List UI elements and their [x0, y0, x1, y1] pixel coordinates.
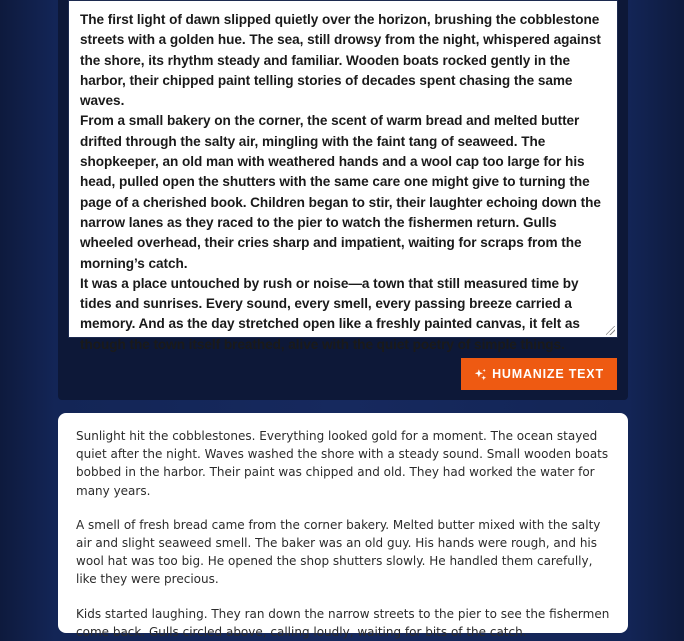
input-paragraph-3: It was a place untouched by rush or noise—a town that still measured time by tides and sunrises. Every sound, every smell, every passing breeze carried a memory. And as the day stretched open like a freshly painted canvas, it felt as though the town itself breathed, alive with the quiet poetry of simple things. [80, 275, 580, 352]
resize-handle-icon[interactable] [606, 326, 615, 335]
input-textarea[interactable] [68, 0, 618, 352]
output-paragraph-1: Sunlight hit the cobblestones. Everything looked gold for a moment. The ocean stayed quiet after the night. Waves washed the shore with a steady sound. Small wooden boats bobbed in the harbor. Their paint was chipped and old. They had worked the water for many years. [76, 429, 609, 498]
humanize-button-label: HUMANIZE TEXT [492, 367, 604, 381]
humanize-text-button[interactable] [461, 358, 617, 390]
input-paragraph-1: The first light of dawn slipped quietly over the horizon, brushing the cobblestone streets with a golden hue. The sea, still drowsy from the night, whispered against the shore, its rhythm steady and familiar. Wooden boats rocked gently in the harbor, their chipped paint telling stories of decades spent chasing the same waves. [80, 12, 601, 109]
output-paragraph-2: A smell of fresh bread came from the corner bakery. Melted butter mixed with the salty air and slight seaweed smell. The baker was an old guy. His hands were rough, and his wool hat was too big. He opened the shop shutters slowly. He handled them carefully, like they were precious. [76, 517, 601, 587]
input-panel [58, 0, 628, 400]
output-paragraph-3: Kids started laughing. They ran down the narrow streets to the pier to see the fishermen come back. Gulls circled above, calling loudly, waiting for bits of the catch. [76, 606, 610, 639]
sparkle-icon [474, 368, 487, 381]
output-card [58, 413, 628, 639]
input-paragraph-2: From a small bakery on the corner, the scent of warm bread and melted butter drifted through the salty air, mingling with the faint tang of seaweed. The shopkeeper, an old man with weathered hands and a wool cap too large for his head, pulled open the shutters with the same care one might give to turning the page of a cherished book. Children began to stir, their laughter echoing down the narrow lanes as they raced to the pier to watch the fishermen return. Gulls wheeled overhead, their cries sharp and impatient, waiting for scraps from the morning’s catch. [80, 113, 601, 271]
